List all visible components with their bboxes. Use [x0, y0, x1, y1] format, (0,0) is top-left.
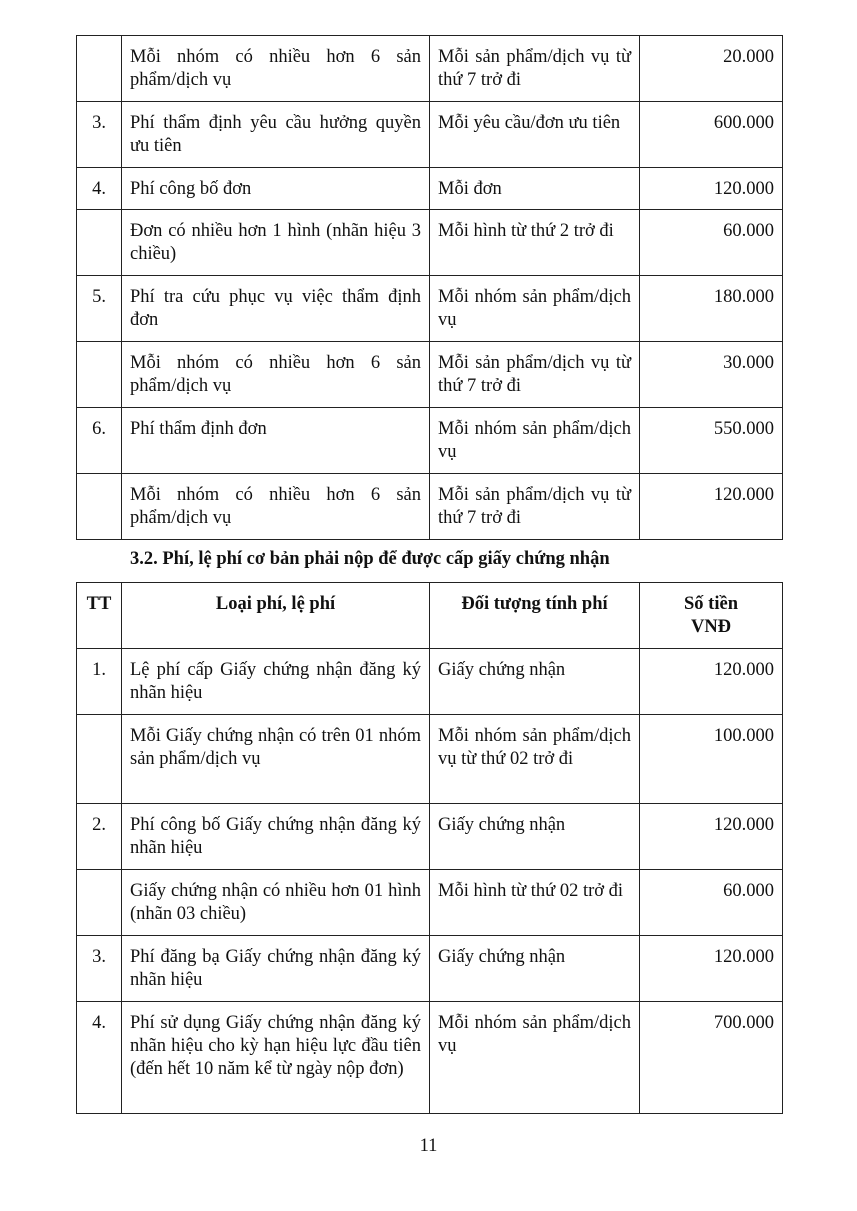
header-tt: TT — [77, 583, 122, 649]
row-number — [77, 36, 122, 102]
header-fee-type: Loại phí, lệ phí — [122, 583, 430, 649]
fee-basis: Mỗi nhóm sản phẩm/dịch vụ — [430, 276, 640, 342]
table-row — [77, 168, 783, 210]
fee-amount: 550.000 — [640, 408, 783, 474]
fee-amount: 60.000 — [640, 870, 783, 936]
table-row — [77, 408, 783, 474]
fee-type: Phí công bố Giấy chứng nhận đăng ký nhãn hiệu — [122, 804, 430, 870]
table-row — [77, 102, 783, 168]
header-amount-line2: VNĐ — [690, 617, 732, 637]
fee-basis: Giấy chứng nhận — [430, 804, 640, 870]
row-number: 1. — [77, 649, 122, 715]
fee-basis: Mỗi đơn — [430, 168, 640, 210]
table-row — [77, 474, 783, 540]
fee-amount: 120.000 — [640, 168, 783, 210]
table-row — [77, 715, 783, 804]
row-number: 6. — [77, 408, 122, 474]
fee-basis: Giấy chứng nhận — [430, 649, 640, 715]
fee-type: Phí sử dụng Giấy chứng nhận đăng ký nhãn hiệu cho kỳ hạn hiệu lực đầu tiên (đến hết 10 năm kể từ ngày nộp đơn) — [122, 1002, 430, 1114]
row-number — [77, 342, 122, 408]
fee-amount: 120.000 — [640, 474, 783, 540]
fee-type: Đơn có nhiều hơn 1 hình (nhãn hiệu 3 chiều) — [122, 210, 430, 276]
fee-basis: Mỗi hình từ thứ 2 trở đi — [430, 210, 640, 276]
fee-type: Phí đăng bạ Giấy chứng nhận đăng ký nhãn hiệu — [122, 936, 430, 1002]
table-row — [77, 649, 783, 715]
certificate-fee-table — [76, 582, 783, 1114]
fee-basis: Mỗi sản phẩm/dịch vụ từ thứ 7 trở đi — [430, 342, 640, 408]
fee-table-continued — [76, 35, 783, 540]
row-number: 2. — [77, 804, 122, 870]
table-header-row — [77, 583, 783, 649]
table-row — [77, 210, 783, 276]
fee-basis: Mỗi hình từ thứ 02 trở đi — [430, 870, 640, 936]
fee-amount: 60.000 — [640, 210, 783, 276]
row-number — [77, 715, 122, 804]
fee-amount: 120.000 — [640, 649, 783, 715]
header-fee-basis: Đối tượng tính phí — [430, 583, 640, 649]
table-row — [77, 342, 783, 408]
fee-amount: 700.000 — [640, 1002, 783, 1114]
fee-type: Phí thẩm định đơn — [122, 408, 430, 474]
row-number: 5. — [77, 276, 122, 342]
table-row — [77, 276, 783, 342]
fee-type: Phí công bố đơn — [122, 168, 430, 210]
header-amount — [640, 583, 783, 649]
fee-type: Giấy chứng nhận có nhiều hơn 01 hình (nhãn 03 chiều) — [122, 870, 430, 936]
fee-amount: 180.000 — [640, 276, 783, 342]
fee-amount: 600.000 — [640, 102, 783, 168]
fee-type: Mỗi nhóm có nhiều hơn 6 sản phẩm/dịch vụ — [122, 36, 430, 102]
page-number: 11 — [419, 1136, 438, 1156]
row-number: 3. — [77, 936, 122, 1002]
table-row — [77, 870, 783, 936]
header-amount-line1: Số tiền — [684, 594, 738, 614]
fee-amount: 20.000 — [640, 36, 783, 102]
row-number: 4. — [77, 1002, 122, 1114]
table-row — [77, 936, 783, 1002]
row-number: 3. — [77, 102, 122, 168]
fee-basis: Mỗi sản phẩm/dịch vụ từ thứ 7 trở đi — [430, 36, 640, 102]
row-number — [77, 210, 122, 276]
fee-basis: Mỗi nhóm sản phẩm/dịch vụ — [430, 408, 640, 474]
row-number: 4. — [77, 168, 122, 210]
fee-basis: Mỗi nhóm sản phẩm/dịch vụ — [430, 1002, 640, 1114]
fee-type: Lệ phí cấp Giấy chứng nhận đăng ký nhãn hiệu — [122, 649, 430, 715]
fee-type: Mỗi Giấy chứng nhận có trên 01 nhóm sản phẩm/dịch vụ — [122, 715, 430, 804]
table-row — [77, 804, 783, 870]
fee-basis: Mỗi nhóm sản phẩm/dịch vụ từ thứ 02 trở đi — [430, 715, 640, 804]
table-row — [77, 36, 783, 102]
fee-amount: 100.000 — [640, 715, 783, 804]
row-number — [77, 870, 122, 936]
fee-amount: 120.000 — [640, 804, 783, 870]
fee-type: Mỗi nhóm có nhiều hơn 6 sản phẩm/dịch vụ — [122, 474, 430, 540]
fee-type: Phí tra cứu phục vụ việc thẩm định đơn — [122, 276, 430, 342]
fee-amount: 30.000 — [640, 342, 783, 408]
fee-basis: Mỗi yêu cầu/đơn ưu tiên — [430, 102, 640, 168]
section-heading: 3.2. Phí, lệ phí cơ bản phải nộp để được cấp giấy chứng nhận — [130, 549, 610, 569]
table-row — [77, 1002, 783, 1114]
fee-basis: Giấy chứng nhận — [430, 936, 640, 1002]
fee-type: Phí thẩm định yêu cầu hưởng quyền ưu tiên — [122, 102, 430, 168]
fee-amount: 120.000 — [640, 936, 783, 1002]
row-number — [77, 474, 122, 540]
fee-basis: Mỗi sản phẩm/dịch vụ từ thứ 7 trở đi — [430, 474, 640, 540]
fee-type: Mỗi nhóm có nhiều hơn 6 sản phẩm/dịch vụ — [122, 342, 430, 408]
